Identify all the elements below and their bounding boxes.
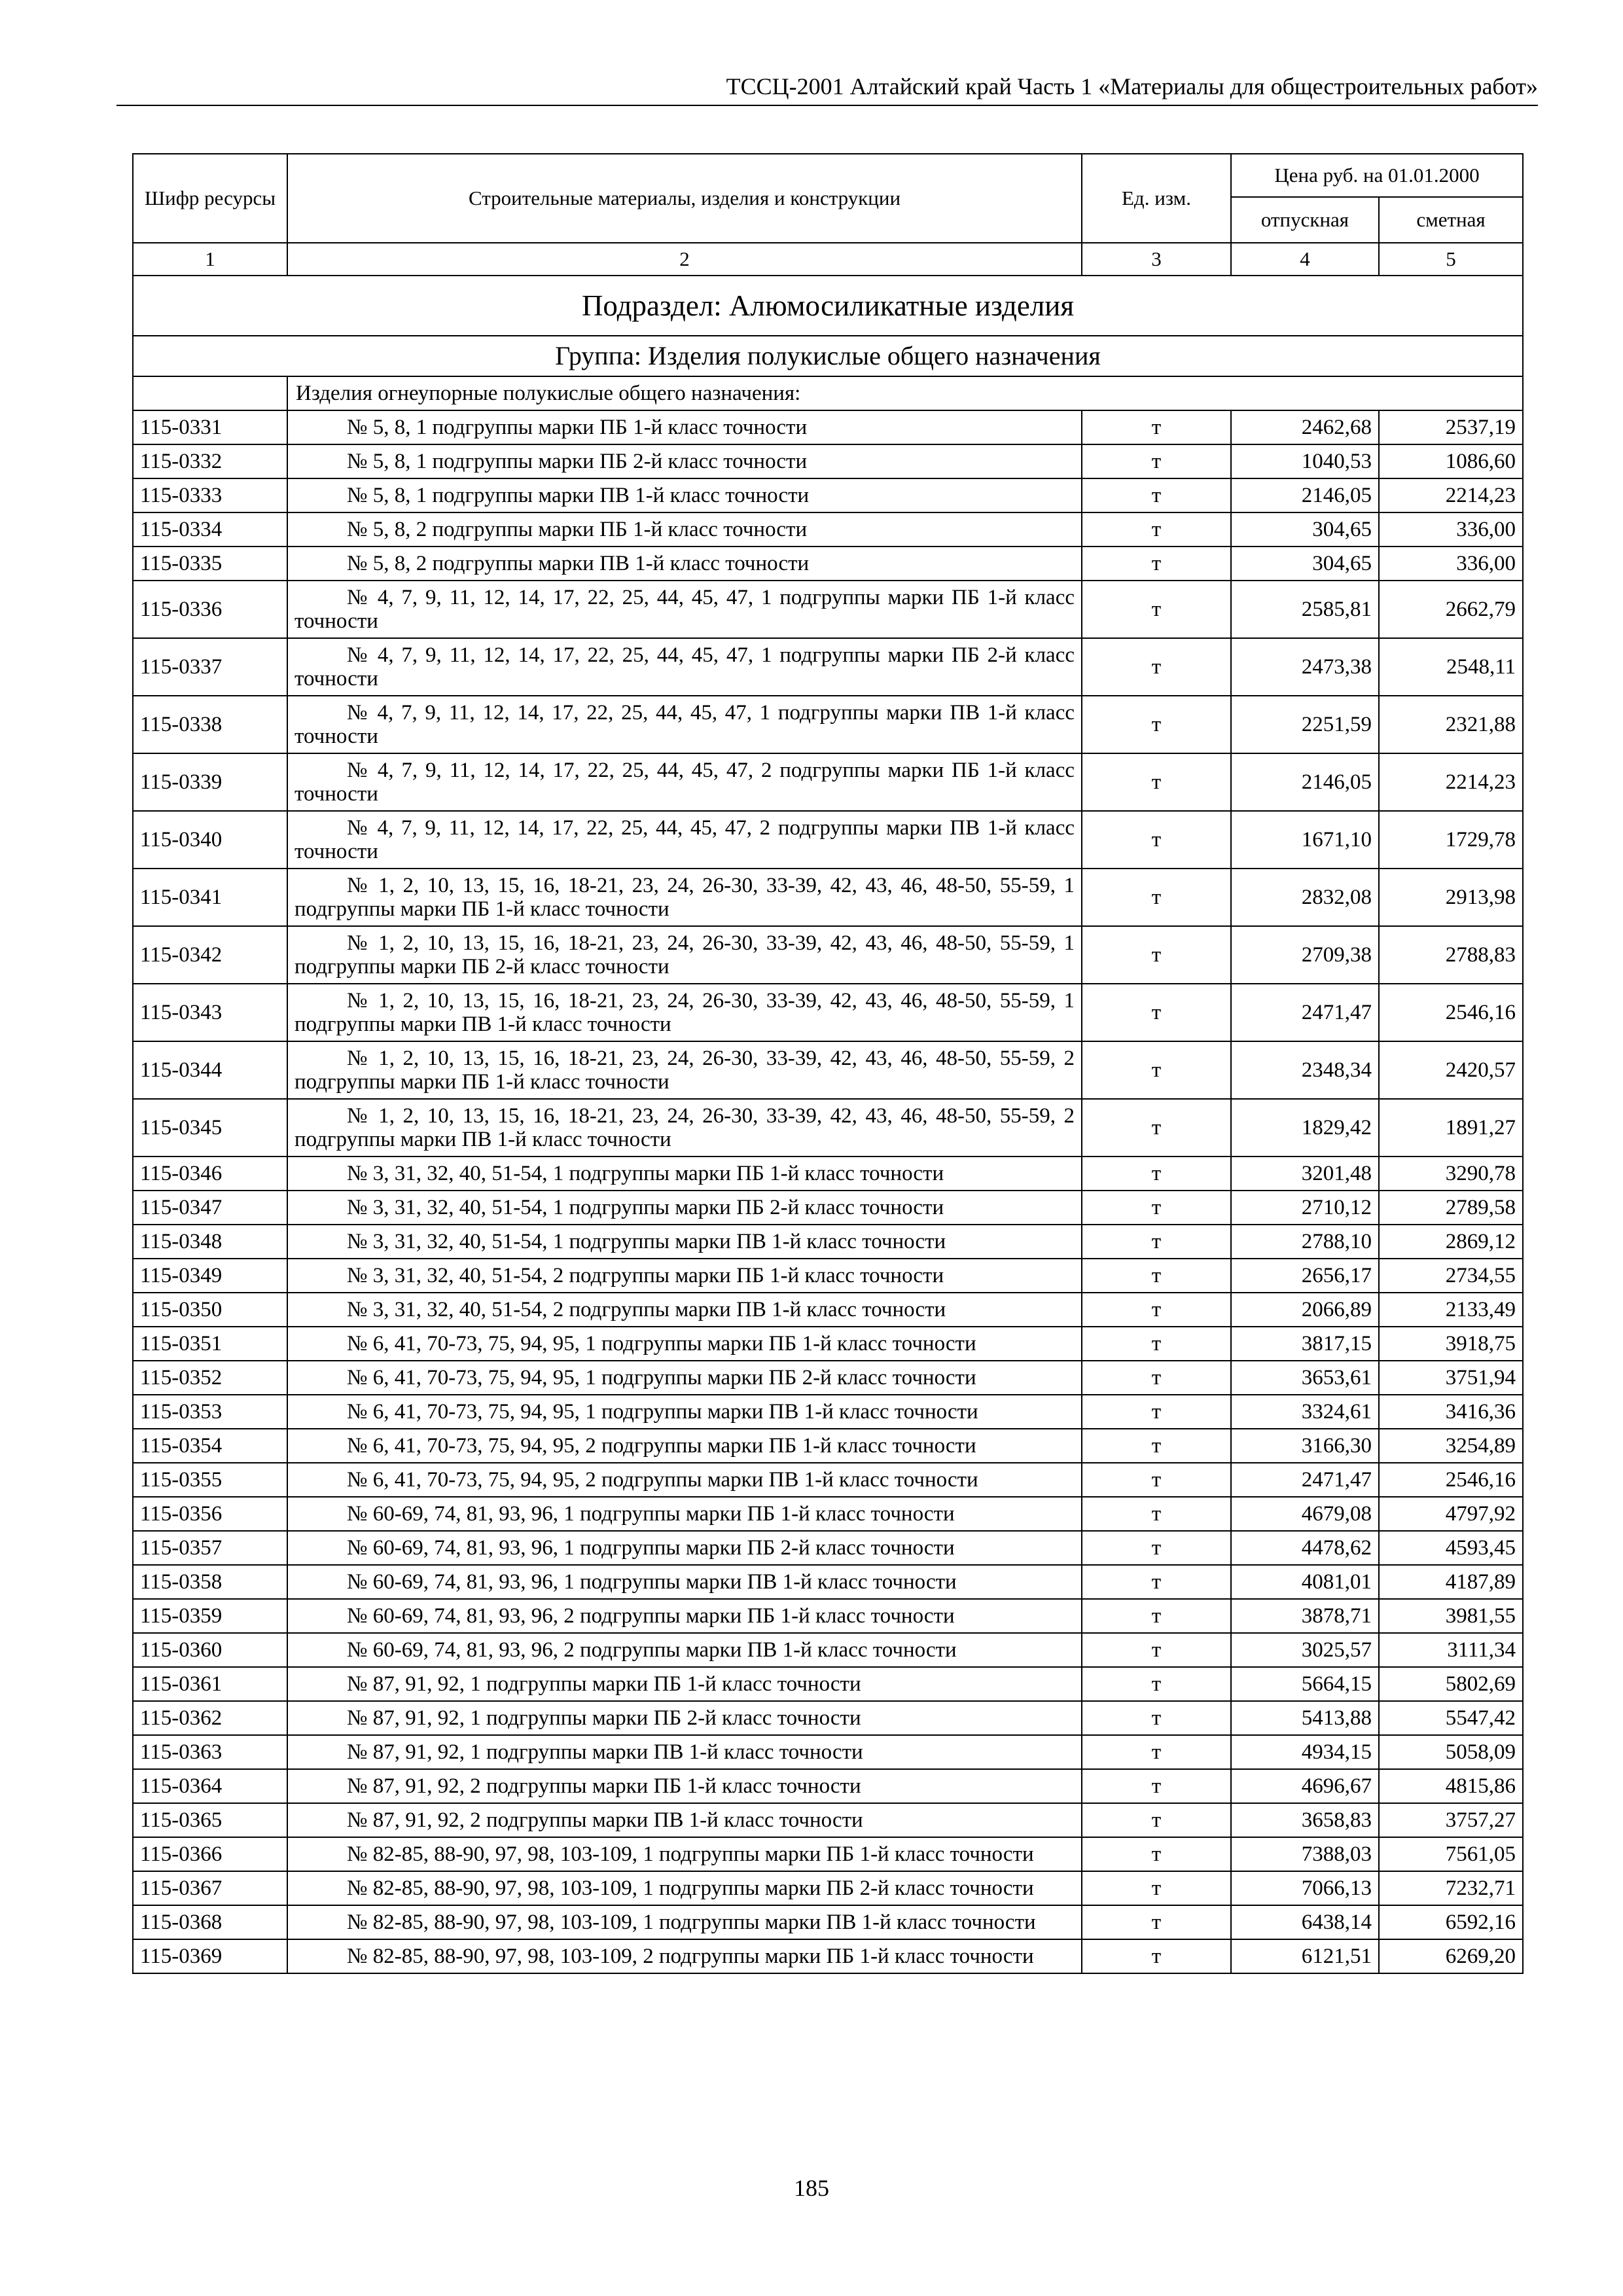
table-row	[133, 869, 1523, 926]
estimate-price: 3111,34	[1379, 1633, 1523, 1667]
table-row	[133, 1041, 1523, 1099]
unit-cell: т	[1082, 1327, 1231, 1361]
estimate-price: 2662,79	[1379, 581, 1523, 638]
unit-cell: т	[1082, 869, 1231, 926]
unit-cell: т	[1082, 1769, 1231, 1803]
table-row	[133, 1191, 1523, 1225]
release-price: 2146,05	[1231, 753, 1379, 811]
resource-code: 115-0333	[133, 478, 287, 512]
unit-cell: т	[1082, 1225, 1231, 1259]
unit-cell: т	[1082, 926, 1231, 984]
unit-cell: т	[1082, 753, 1231, 811]
table-row	[133, 581, 1523, 638]
release-price: 3658,83	[1231, 1803, 1379, 1837]
estimate-price: 336,00	[1379, 547, 1523, 581]
col-number: 3	[1082, 243, 1231, 276]
table-row	[133, 1701, 1523, 1735]
table-row	[133, 696, 1523, 753]
material-name: № 3, 31, 32, 40, 51-54, 1 подгруппы марки ПВ 1-й класс точности	[287, 1225, 1082, 1259]
table-row	[133, 811, 1523, 869]
resource-code: 115-0331	[133, 410, 287, 444]
table-row	[133, 1531, 1523, 1565]
resource-code: 115-0344	[133, 1041, 287, 1099]
unit-cell: т	[1082, 1735, 1231, 1769]
running-header: ТССЦ-2001 Алтайский край Часть 1 «Материалы для общестроительных работ»	[726, 73, 1538, 99]
table-row	[133, 1565, 1523, 1599]
price-table	[132, 153, 1524, 1974]
estimate-price: 6592,16	[1379, 1905, 1523, 1939]
col-header-release: отпускная	[1231, 197, 1379, 243]
unit-cell: т	[1082, 1803, 1231, 1837]
resource-code: 115-0339	[133, 753, 287, 811]
release-price: 4679,08	[1231, 1497, 1379, 1531]
col-number: 2	[287, 243, 1082, 276]
header-rule	[116, 105, 1538, 106]
release-price: 2656,17	[1231, 1259, 1379, 1293]
material-name: № 82-85, 88-90, 97, 98, 103-109, 1 подгруппы марки ПВ 1-й класс точности	[287, 1905, 1082, 1939]
release-price: 304,65	[1231, 547, 1379, 581]
unit-cell: т	[1082, 1497, 1231, 1531]
release-price: 2710,12	[1231, 1191, 1379, 1225]
group-title: Группа: Изделия полукислые общего назначения	[133, 336, 1523, 376]
resource-code: 115-0356	[133, 1497, 287, 1531]
material-name: № 4, 7, 9, 11, 12, 14, 17, 22, 25, 44, 45, 47, 1 подгруппы марки ПБ 2-й класс точности	[287, 638, 1082, 696]
table-row	[133, 1361, 1523, 1395]
estimate-price: 1891,27	[1379, 1099, 1523, 1157]
release-price: 6121,51	[1231, 1939, 1379, 1973]
resource-code: 115-0363	[133, 1735, 287, 1769]
estimate-price: 7561,05	[1379, 1837, 1523, 1871]
estimate-price: 2420,57	[1379, 1041, 1523, 1099]
resource-code: 115-0348	[133, 1225, 287, 1259]
unit-cell: т	[1082, 547, 1231, 581]
resource-code: 115-0343	[133, 984, 287, 1041]
resource-code: 115-0335	[133, 547, 287, 581]
release-price: 1829,42	[1231, 1099, 1379, 1157]
table-row	[133, 1293, 1523, 1327]
release-price: 4696,67	[1231, 1769, 1379, 1803]
material-name: № 82-85, 88-90, 97, 98, 103-109, 1 подгруппы марки ПБ 1-й класс точности	[287, 1837, 1082, 1871]
estimate-price: 2789,58	[1379, 1191, 1523, 1225]
material-name: № 1, 2, 10, 13, 15, 16, 18-21, 23, 24, 26-30, 33-39, 42, 43, 46, 48-50, 55-59, 1 подгруппы марки ПБ 2-й класс точности	[287, 926, 1082, 984]
resource-code: 115-0357	[133, 1531, 287, 1565]
estimate-price: 2214,23	[1379, 478, 1523, 512]
col-header-price: Цена руб. на 01.01.2000	[1231, 154, 1523, 197]
resource-code: 115-0369	[133, 1939, 287, 1973]
col-number: 1	[133, 243, 287, 276]
release-price: 4478,62	[1231, 1531, 1379, 1565]
release-price: 3653,61	[1231, 1361, 1379, 1395]
unit-cell: т	[1082, 581, 1231, 638]
material-name: № 60-69, 74, 81, 93, 96, 1 подгруппы марки ПБ 1-й класс точности	[287, 1497, 1082, 1531]
material-name: № 60-69, 74, 81, 93, 96, 2 подгруппы марки ПБ 1-й класс точности	[287, 1599, 1082, 1633]
material-name: № 87, 91, 92, 2 подгруппы марки ПБ 1-й класс точности	[287, 1769, 1082, 1803]
material-name: № 6, 41, 70-73, 75, 94, 95, 1 подгруппы марки ПВ 1-й класс точности	[287, 1395, 1082, 1429]
intro-text: Изделия огнеупорные полукислые общего назначения:	[287, 376, 1523, 410]
resource-code: 115-0332	[133, 444, 287, 478]
estimate-price: 5802,69	[1379, 1667, 1523, 1701]
table-row	[133, 410, 1523, 444]
table-row	[133, 1157, 1523, 1191]
resource-code: 115-0336	[133, 581, 287, 638]
table-row	[133, 1259, 1523, 1293]
table-row	[133, 1429, 1523, 1463]
release-price: 1040,53	[1231, 444, 1379, 478]
material-name: № 1, 2, 10, 13, 15, 16, 18-21, 23, 24, 26-30, 33-39, 42, 43, 46, 48-50, 55-59, 2 подгруппы марки ПВ 1-й класс точности	[287, 1099, 1082, 1157]
table-row	[133, 1837, 1523, 1871]
release-price: 7388,03	[1231, 1837, 1379, 1871]
material-name: № 60-69, 74, 81, 93, 96, 2 подгруппы марки ПВ 1-й класс точности	[287, 1633, 1082, 1667]
release-price: 2585,81	[1231, 581, 1379, 638]
material-name: № 3, 31, 32, 40, 51-54, 1 подгруппы марки ПБ 1-й класс точности	[287, 1157, 1082, 1191]
estimate-price: 2548,11	[1379, 638, 1523, 696]
unit-cell: т	[1082, 638, 1231, 696]
estimate-price: 5547,42	[1379, 1701, 1523, 1735]
subsection-title: Подраздел: Алюмосиликатные изделия	[133, 276, 1523, 336]
unit-cell: т	[1082, 1191, 1231, 1225]
release-price: 7066,13	[1231, 1871, 1379, 1905]
table-row	[133, 1225, 1523, 1259]
material-name: № 5, 8, 1 подгруппы марки ПБ 2-й класс точности	[287, 444, 1082, 478]
material-name: № 1, 2, 10, 13, 15, 16, 18-21, 23, 24, 26-30, 33-39, 42, 43, 46, 48-50, 55-59, 2 подгруппы марки ПБ 1-й класс точности	[287, 1041, 1082, 1099]
material-name: № 4, 7, 9, 11, 12, 14, 17, 22, 25, 44, 45, 47, 1 подгруппы марки ПВ 1-й класс точности	[287, 696, 1082, 753]
col-number: 5	[1379, 243, 1523, 276]
resource-code: 115-0352	[133, 1361, 287, 1395]
table-row	[133, 638, 1523, 696]
estimate-price: 2869,12	[1379, 1225, 1523, 1259]
release-price: 5413,88	[1231, 1701, 1379, 1735]
material-name: № 5, 8, 2 подгруппы марки ПБ 1-й класс точности	[287, 512, 1082, 547]
release-price: 2471,47	[1231, 984, 1379, 1041]
release-price: 2348,34	[1231, 1041, 1379, 1099]
unit-cell: т	[1082, 1429, 1231, 1463]
unit-cell: т	[1082, 512, 1231, 547]
unit-cell: т	[1082, 811, 1231, 869]
material-name: № 3, 31, 32, 40, 51-54, 2 подгруппы марки ПВ 1-й класс точности	[287, 1293, 1082, 1327]
resource-code: 115-0347	[133, 1191, 287, 1225]
unit-cell: т	[1082, 1905, 1231, 1939]
estimate-price: 5058,09	[1379, 1735, 1523, 1769]
material-name: № 6, 41, 70-73, 75, 94, 95, 2 подгруппы марки ПВ 1-й класс точности	[287, 1463, 1082, 1497]
resource-code: 115-0361	[133, 1667, 287, 1701]
unit-cell: т	[1082, 1099, 1231, 1157]
material-name: № 4, 7, 9, 11, 12, 14, 17, 22, 25, 44, 45, 47, 1 подгруппы марки ПБ 1-й класс точности	[287, 581, 1082, 638]
material-name: № 3, 31, 32, 40, 51-54, 2 подгруппы марки ПБ 1-й класс точности	[287, 1259, 1082, 1293]
release-price: 3878,71	[1231, 1599, 1379, 1633]
unit-cell: т	[1082, 1599, 1231, 1633]
resource-code: 115-0345	[133, 1099, 287, 1157]
table-row	[133, 1463, 1523, 1497]
table-row	[133, 512, 1523, 547]
resource-code: 115-0362	[133, 1701, 287, 1735]
unit-cell: т	[1082, 444, 1231, 478]
unit-cell: т	[1082, 1361, 1231, 1395]
table-row	[133, 1327, 1523, 1361]
table-row	[133, 926, 1523, 984]
unit-cell: т	[1082, 1633, 1231, 1667]
resource-code: 115-0358	[133, 1565, 287, 1599]
material-name: № 6, 41, 70-73, 75, 94, 95, 2 подгруппы марки ПБ 1-й класс точности	[287, 1429, 1082, 1463]
release-price: 2066,89	[1231, 1293, 1379, 1327]
resource-code: 115-0353	[133, 1395, 287, 1429]
resource-code: 115-0354	[133, 1429, 287, 1463]
estimate-price: 7232,71	[1379, 1871, 1523, 1905]
col-header-unit: Ед. изм.	[1082, 154, 1231, 243]
release-price: 4081,01	[1231, 1565, 1379, 1599]
release-price: 304,65	[1231, 512, 1379, 547]
col-header-code: Шифр ресурсы	[133, 154, 287, 243]
estimate-price: 6269,20	[1379, 1939, 1523, 1973]
estimate-price: 2913,98	[1379, 869, 1523, 926]
col-number: 4	[1231, 243, 1379, 276]
release-price: 2788,10	[1231, 1225, 1379, 1259]
estimate-price: 3254,89	[1379, 1429, 1523, 1463]
resource-code: 115-0367	[133, 1871, 287, 1905]
table-row	[133, 1905, 1523, 1939]
resource-code: 115-0350	[133, 1293, 287, 1327]
material-name: № 6, 41, 70-73, 75, 94, 95, 1 подгруппы марки ПБ 1-й класс точности	[287, 1327, 1082, 1361]
material-name: № 6, 41, 70-73, 75, 94, 95, 1 подгруппы марки ПБ 2-й класс точности	[287, 1361, 1082, 1395]
table-row	[133, 1735, 1523, 1769]
unit-cell: т	[1082, 1395, 1231, 1429]
resource-code: 115-0346	[133, 1157, 287, 1191]
release-price: 5664,15	[1231, 1667, 1379, 1701]
col-header-materials: Строительные материалы, изделия и конструкции	[287, 154, 1082, 243]
estimate-price: 1086,60	[1379, 444, 1523, 478]
table-row	[133, 1769, 1523, 1803]
intro-empty-cell	[133, 376, 287, 410]
unit-cell: т	[1082, 1837, 1231, 1871]
resource-code: 115-0365	[133, 1803, 287, 1837]
table-row	[133, 478, 1523, 512]
table-row	[133, 444, 1523, 478]
unit-cell: т	[1082, 410, 1231, 444]
estimate-price: 4187,89	[1379, 1565, 1523, 1599]
material-name: № 87, 91, 92, 2 подгруппы марки ПВ 1-й класс точности	[287, 1803, 1082, 1837]
table-row	[133, 1939, 1523, 1973]
material-name: № 1, 2, 10, 13, 15, 16, 18-21, 23, 24, 26-30, 33-39, 42, 43, 46, 48-50, 55-59, 1 подгруппы марки ПБ 1-й класс точности	[287, 869, 1082, 926]
table-row	[133, 1667, 1523, 1701]
page-number: 185	[794, 2175, 829, 2201]
unit-cell: т	[1082, 1701, 1231, 1735]
unit-cell: т	[1082, 1531, 1231, 1565]
release-price: 3166,30	[1231, 1429, 1379, 1463]
estimate-price: 4593,45	[1379, 1531, 1523, 1565]
col-header-estimate: сметная	[1379, 197, 1523, 243]
table-row	[133, 1497, 1523, 1531]
material-name: № 5, 8, 1 подгруппы марки ПВ 1-й класс точности	[287, 478, 1082, 512]
unit-cell: т	[1082, 1259, 1231, 1293]
release-price: 2471,47	[1231, 1463, 1379, 1497]
release-price: 2462,68	[1231, 410, 1379, 444]
estimate-price: 1729,78	[1379, 811, 1523, 869]
release-price: 4934,15	[1231, 1735, 1379, 1769]
material-name: № 3, 31, 32, 40, 51-54, 1 подгруппы марки ПБ 2-й класс точности	[287, 1191, 1082, 1225]
material-name: № 60-69, 74, 81, 93, 96, 1 подгруппы марки ПБ 2-й класс точности	[287, 1531, 1082, 1565]
estimate-price: 3981,55	[1379, 1599, 1523, 1633]
estimate-price: 2546,16	[1379, 1463, 1523, 1497]
estimate-price: 336,00	[1379, 512, 1523, 547]
material-name: № 82-85, 88-90, 97, 98, 103-109, 2 подгруппы марки ПБ 1-й класс точности	[287, 1939, 1082, 1973]
unit-cell: т	[1082, 1667, 1231, 1701]
unit-cell: т	[1082, 1463, 1231, 1497]
release-price: 2832,08	[1231, 869, 1379, 926]
estimate-price: 2537,19	[1379, 410, 1523, 444]
unit-cell: т	[1082, 984, 1231, 1041]
table-row	[133, 1871, 1523, 1905]
table-row	[133, 547, 1523, 581]
unit-cell: т	[1082, 1157, 1231, 1191]
release-price: 3324,61	[1231, 1395, 1379, 1429]
estimate-price: 3918,75	[1379, 1327, 1523, 1361]
resource-code: 115-0342	[133, 926, 287, 984]
estimate-price: 4815,86	[1379, 1769, 1523, 1803]
resource-code: 115-0355	[133, 1463, 287, 1497]
resource-code: 115-0368	[133, 1905, 287, 1939]
unit-cell: т	[1082, 1565, 1231, 1599]
resource-code: 115-0366	[133, 1837, 287, 1871]
estimate-price: 4797,92	[1379, 1497, 1523, 1531]
material-name: № 87, 91, 92, 1 подгруппы марки ПБ 1-й класс точности	[287, 1667, 1082, 1701]
release-price: 2709,38	[1231, 926, 1379, 984]
table-row	[133, 984, 1523, 1041]
table-row	[133, 753, 1523, 811]
estimate-price: 2546,16	[1379, 984, 1523, 1041]
material-name: № 4, 7, 9, 11, 12, 14, 17, 22, 25, 44, 45, 47, 2 подгруппы марки ПБ 1-й класс точности	[287, 753, 1082, 811]
release-price: 3817,15	[1231, 1327, 1379, 1361]
release-price: 2146,05	[1231, 478, 1379, 512]
estimate-price: 2788,83	[1379, 926, 1523, 984]
material-name: № 60-69, 74, 81, 93, 96, 1 подгруппы марки ПВ 1-й класс точности	[287, 1565, 1082, 1599]
estimate-price: 3290,78	[1379, 1157, 1523, 1191]
estimate-price: 2734,55	[1379, 1259, 1523, 1293]
resource-code: 115-0341	[133, 869, 287, 926]
estimate-price: 2214,23	[1379, 753, 1523, 811]
material-name: № 1, 2, 10, 13, 15, 16, 18-21, 23, 24, 26-30, 33-39, 42, 43, 46, 48-50, 55-59, 1 подгруппы марки ПВ 1-й класс точности	[287, 984, 1082, 1041]
release-price: 2251,59	[1231, 696, 1379, 753]
material-name: № 82-85, 88-90, 97, 98, 103-109, 1 подгруппы марки ПБ 2-й класс точности	[287, 1871, 1082, 1905]
table-row	[133, 1099, 1523, 1157]
unit-cell: т	[1082, 1939, 1231, 1973]
unit-cell: т	[1082, 478, 1231, 512]
resource-code: 115-0359	[133, 1599, 287, 1633]
resource-code: 115-0337	[133, 638, 287, 696]
material-name: № 4, 7, 9, 11, 12, 14, 17, 22, 25, 44, 45, 47, 2 подгруппы марки ПВ 1-й класс точности	[287, 811, 1082, 869]
resource-code: 115-0334	[133, 512, 287, 547]
resource-code: 115-0364	[133, 1769, 287, 1803]
table-row	[133, 1803, 1523, 1837]
unit-cell: т	[1082, 1041, 1231, 1099]
material-name: № 87, 91, 92, 1 подгруппы марки ПВ 1-й класс точности	[287, 1735, 1082, 1769]
release-price: 3025,57	[1231, 1633, 1379, 1667]
material-name: № 5, 8, 2 подгруппы марки ПВ 1-й класс точности	[287, 547, 1082, 581]
estimate-price: 3751,94	[1379, 1361, 1523, 1395]
release-price: 2473,38	[1231, 638, 1379, 696]
release-price: 3201,48	[1231, 1157, 1379, 1191]
estimate-price: 2321,88	[1379, 696, 1523, 753]
table-row	[133, 1633, 1523, 1667]
release-price: 6438,14	[1231, 1905, 1379, 1939]
unit-cell: т	[1082, 696, 1231, 753]
table-row	[133, 1395, 1523, 1429]
resource-code: 115-0351	[133, 1327, 287, 1361]
resource-code: 115-0338	[133, 696, 287, 753]
estimate-price: 3416,36	[1379, 1395, 1523, 1429]
resource-code: 115-0340	[133, 811, 287, 869]
unit-cell: т	[1082, 1293, 1231, 1327]
resource-code: 115-0349	[133, 1259, 287, 1293]
resource-code: 115-0360	[133, 1633, 287, 1667]
unit-cell: т	[1082, 1871, 1231, 1905]
material-name: № 5, 8, 1 подгруппы марки ПБ 1-й класс точности	[287, 410, 1082, 444]
material-name: № 87, 91, 92, 1 подгруппы марки ПБ 2-й класс точности	[287, 1701, 1082, 1735]
estimate-price: 3757,27	[1379, 1803, 1523, 1837]
table-row	[133, 1599, 1523, 1633]
release-price: 1671,10	[1231, 811, 1379, 869]
estimate-price: 2133,49	[1379, 1293, 1523, 1327]
